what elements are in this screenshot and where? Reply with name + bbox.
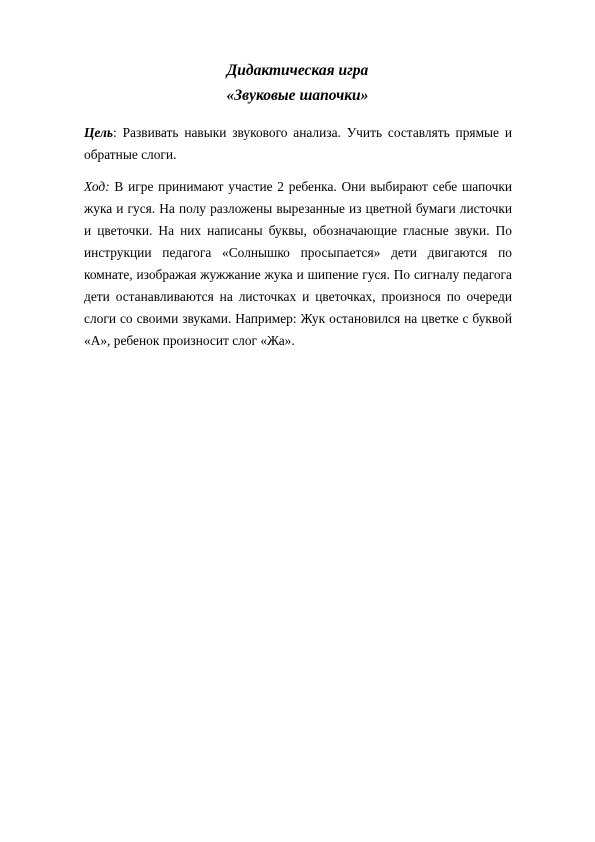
procedure-paragraph [84, 176, 512, 352]
document-title: Дидактическая игра [226, 62, 369, 79]
goal-paragraph [84, 122, 512, 166]
title-block [0, 58, 595, 108]
goal-label: Цель [84, 125, 114, 140]
goal-text: Развивать навыки звукового анализа. Учить составлять прямые и обратные слоги. [84, 125, 512, 162]
goal-separator: : [113, 125, 117, 140]
document-body [84, 122, 512, 352]
document-subtitle: «Звуковые шапочки» [226, 87, 369, 104]
procedure-label: Ход: [84, 179, 110, 194]
procedure-text: В игре принимают участие 2 ребенка. Они выбирают себе шапочки жука и гуся. На полу разложены вырезанные из цветной бумаги листочки и цветочки. На них написаны буквы, обозначающие гласные звуки. По инструкции педагога «Солнышко просыпается» дети двигаются по комнате, изображая жужжание жука и шипение гуся. По сигналу педагога дети останавливаются на листочках и цветочках, произнося по очереди слоги со своими звуками. Например: Жук остановился на цветке с буквой «А», ребенок произносит слог «Жа». [84, 179, 512, 348]
